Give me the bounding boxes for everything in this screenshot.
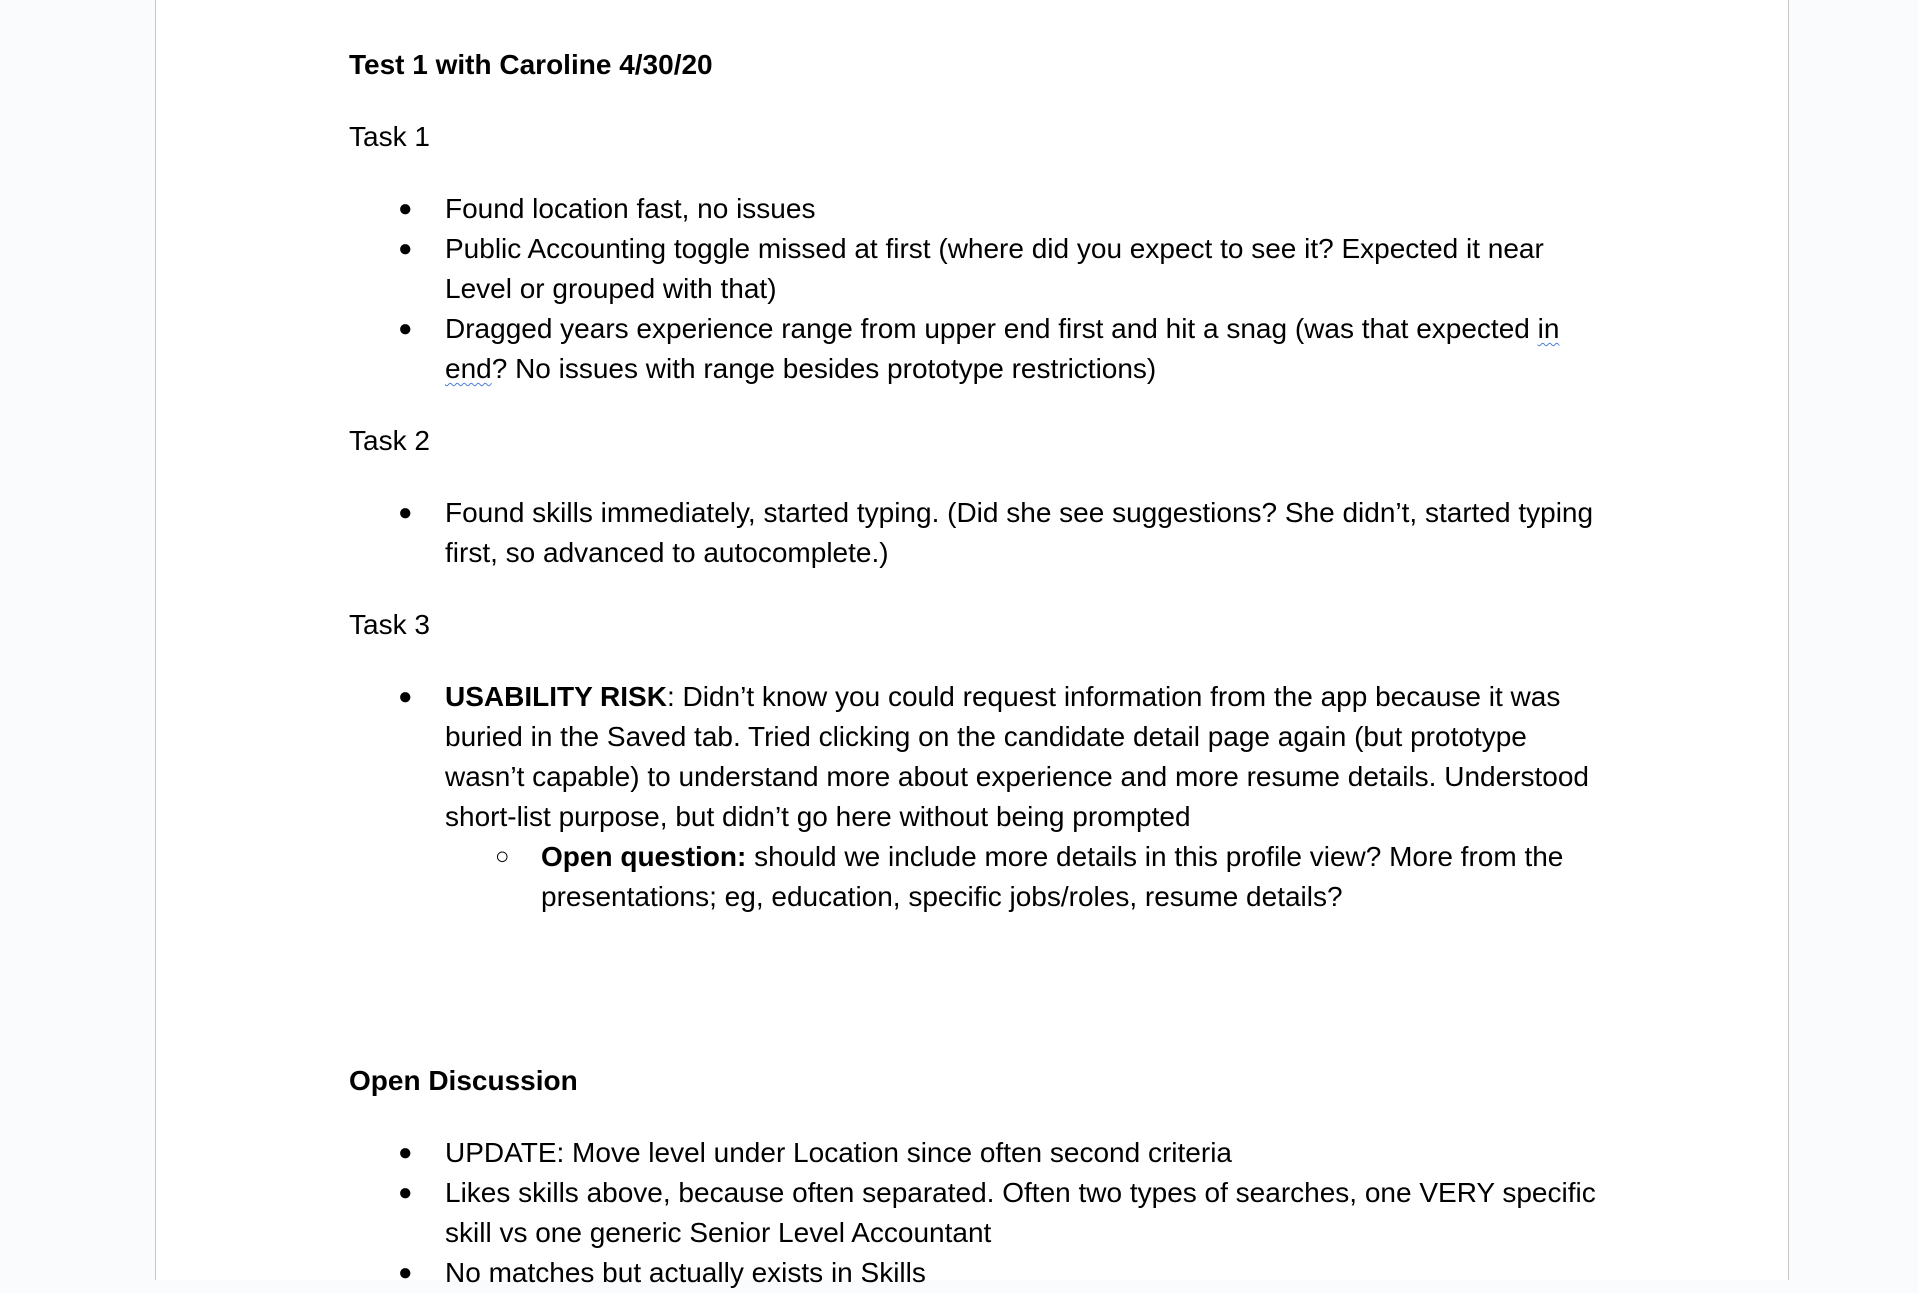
open-discussion-heading: Open Discussion [349,1065,578,1096]
sub-list-item [445,837,1599,917]
bullet-icon: ● [398,235,413,262]
bullet-icon: ● [398,683,413,710]
open-discussion-list [349,1133,1599,1293]
document-title: Test 1 with Caroline 4/30/20 [349,49,713,80]
spellcheck-flagged-text[interactable]: in end [445,313,1560,384]
list-item-text: Dragged years experience range from upper end first and hit a snag (was that expected [445,313,1538,344]
list-item-text: Public Accounting toggle missed at first (where did you expect to see it? Expected it near Level or grouped with that) [445,233,1544,304]
task1-list [349,189,1599,389]
list-item-text: Likes skills above, because often separated. Often two types of searches, one VERY specific skill vs one generic Senior Level Accountant [445,1177,1596,1248]
task3-list [349,677,1599,917]
list-item-text: Found location fast, no issues [445,193,816,224]
bullet-icon: ● [398,499,413,526]
list-item [349,677,1599,917]
list-item-text: : Didn’t know you could request information from the app because it was buried in the Saved tab. Tried clicking on the candidate detail page again (but prototype wasn’t capable) to understand more about experience and more resume details. Understood short-list purpose, but didn’t go here without being prompted [445,681,1589,832]
list-item-text: UPDATE: Move level under Location since often second criteria [445,1137,1232,1168]
sub-list-item-text: should we include more details in this profile view? More from the presentations; eg, education, specific jobs/roles, resume details? [541,841,1564,912]
list-item-text: ? No issues with range besides prototype restrictions) [491,353,1157,384]
list-item [349,493,1599,573]
list-item-text: No matches but actually exists in Skills [445,1257,926,1288]
spacer [349,85,1599,117]
list-item [349,229,1599,309]
list-item [349,1133,1599,1173]
document-page [155,0,1789,1288]
bullet-icon: ● [398,1259,413,1286]
bullet-icon: ● [398,1179,413,1206]
task3-sublist [445,837,1599,917]
task3-heading: Task 3 [349,609,430,640]
list-item [349,309,1599,389]
list-item-text: Found skills immediately, started typing. (Did she see suggestions? She didn’t, started typing first, so advanced to autocomplete.) [445,497,1594,568]
open-question-label: Open question: [541,841,747,872]
list-item [349,189,1599,229]
bullet-icon: ● [398,1139,413,1166]
bullet-icon: ● [398,195,413,222]
document-body[interactable] [349,45,1599,1293]
bullet-icon: ● [398,315,413,342]
task2-list [349,493,1599,573]
usability-risk-label: USABILITY RISK [445,681,667,712]
task2-heading: Task 2 [349,425,430,456]
list-item [349,1173,1599,1253]
task1-heading: Task 1 [349,121,430,152]
list-item [349,1253,1599,1293]
hollow-bullet-icon: ○ [495,843,510,870]
spacer [349,949,1599,1061]
